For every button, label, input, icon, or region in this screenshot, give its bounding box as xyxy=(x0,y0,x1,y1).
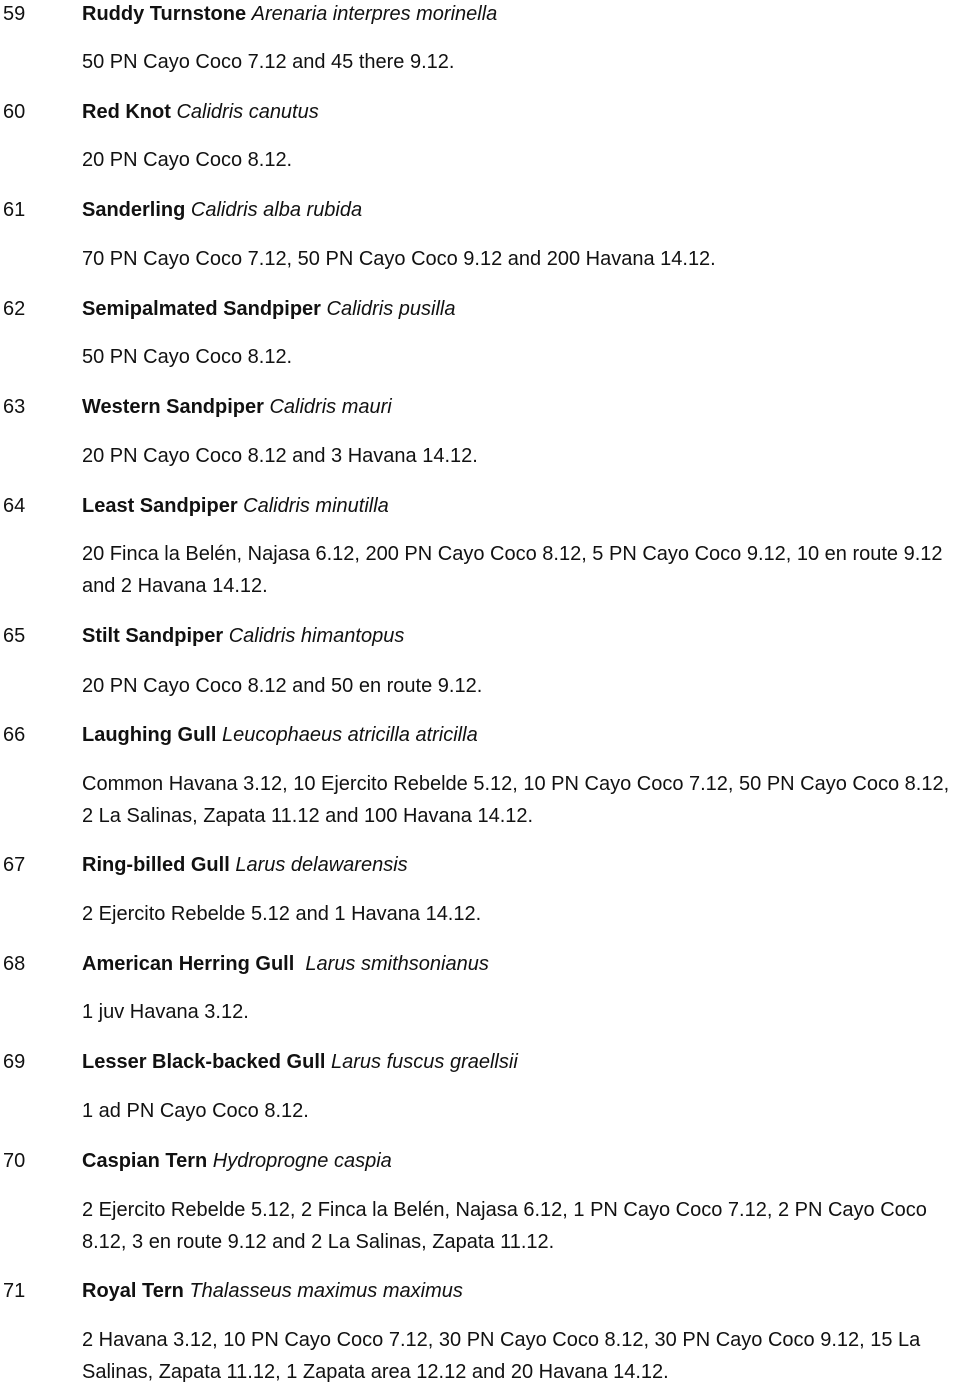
entry-number: 68 xyxy=(3,953,26,975)
scientific-name: Larus delawarensis xyxy=(235,854,408,876)
species-name-line xyxy=(82,96,319,128)
observation-text: 70 PN Cayo Coco 7.12, 50 PN Cayo Coco 9.12 and 200 Havana 14.12. xyxy=(82,248,716,270)
scientific-name: Arenaria interpres morinella xyxy=(251,3,498,25)
common-name: Sanderling xyxy=(82,199,186,221)
species-name-line xyxy=(82,948,489,980)
scientific-name: Calidris himantopus xyxy=(228,625,405,647)
scientific-name: Hydroprogne caspia xyxy=(212,1150,392,1172)
scientific-name: Calidris alba rubida xyxy=(190,199,363,221)
entry-number: 70 xyxy=(3,1150,26,1172)
scientific-name: Larus fuscus graellsii xyxy=(331,1051,518,1073)
common-name: Western Sandpiper xyxy=(82,396,264,418)
species-name-line xyxy=(82,293,455,325)
scientific-name: Thalasseus maximus maximus xyxy=(189,1280,463,1302)
scientific-name: Calidris mauri xyxy=(269,396,392,418)
scientific-name: Larus smithsonianus xyxy=(305,953,489,975)
species-name-line xyxy=(82,620,404,652)
species-name-line xyxy=(82,490,389,522)
scientific-name: Leucophaeus atricilla atricilla xyxy=(222,724,478,746)
species-name-line xyxy=(82,1046,518,1078)
common-name: Royal Tern xyxy=(82,1280,184,1302)
observation-text: 20 PN Cayo Coco 8.12 and 50 en route 9.12. xyxy=(82,675,483,697)
entry-number: 60 xyxy=(3,101,26,123)
observation-text: 20 PN Cayo Coco 8.12 and 3 Havana 14.12. xyxy=(82,445,478,467)
species-name-line xyxy=(82,391,392,423)
species-name-line xyxy=(82,194,362,226)
species-name-line xyxy=(82,1145,392,1177)
entry-number: 61 xyxy=(3,199,26,221)
scientific-name: Calidris canutus xyxy=(176,101,319,123)
common-name: Least Sandpiper xyxy=(82,495,238,517)
species-name-line xyxy=(82,0,497,30)
scientific-name: Calidris pusilla xyxy=(326,298,456,320)
entry-number: 65 xyxy=(3,625,26,647)
common-name: Laughing Gull xyxy=(82,724,217,746)
entry-number: 66 xyxy=(3,724,26,746)
entry-number: 64 xyxy=(3,495,26,517)
species-name-line xyxy=(82,1275,463,1307)
observation-text: 1 juv Havana 3.12. xyxy=(82,1001,249,1023)
common-name: American Herring Gull xyxy=(82,953,295,975)
common-name: Ring-billed Gull xyxy=(82,854,230,876)
entry-number: 71 xyxy=(3,1280,26,1302)
species-name-line xyxy=(82,849,408,881)
observation-text: 50 PN Cayo Coco 7.12 and 45 there 9.12. xyxy=(82,51,455,73)
scientific-name: Calidris minutilla xyxy=(243,495,389,517)
observation-text: 50 PN Cayo Coco 8.12. xyxy=(82,346,293,368)
entry-number: 67 xyxy=(3,854,26,876)
observation-text: 20 PN Cayo Coco 8.12. xyxy=(82,149,293,171)
common-name: Red Knot xyxy=(82,101,171,123)
entry-number: 63 xyxy=(3,396,26,418)
observation-text: Common Havana 3.12, 10 Ejercito Rebelde 5.12, 10 PN Cayo Coco 7.12, 50 PN Cayo Coco 8.12, 2 La Salinas, Zapata 11.12 and 100 Havana 14.12. xyxy=(82,773,950,827)
common-name: Semipalmated Sandpiper xyxy=(82,298,321,320)
entry-number: 69 xyxy=(3,1051,26,1073)
observation-text: 1 ad PN Cayo Coco 8.12. xyxy=(82,1100,309,1122)
observation-text: 2 Ejercito Rebelde 5.12, 2 Finca la Belén, Najasa 6.12, 1 PN Cayo Coco 7.12, 2 PN Cayo Coco 8.12, 3 en route 9.12 and 2 La Salinas, Zapata 11.12. xyxy=(82,1199,927,1253)
common-name: Ruddy Turnstone xyxy=(82,3,247,25)
common-name: Caspian Tern xyxy=(82,1150,208,1172)
species-name-line xyxy=(82,719,478,751)
common-name: Lesser Black-backed Gull xyxy=(82,1051,326,1073)
entry-number: 62 xyxy=(3,298,26,320)
entry-number: 59 xyxy=(3,3,26,25)
observation-text: 2 Havana 3.12, 10 PN Cayo Coco 7.12, 30 PN Cayo Coco 8.12, 30 PN Cayo Coco 9.12, 15 La Salinas, Zapata 11.12, 1 Zapata area 12.12 and 20 Havana 14.12. xyxy=(82,1329,921,1383)
observation-text: 20 Finca la Belén, Najasa 6.12, 200 PN Cayo Coco 8.12, 5 PN Cayo Coco 9.12, 10 en route 9.12 and 2 Havana 14.12. xyxy=(82,543,943,597)
common-name: Stilt Sandpiper xyxy=(82,625,224,647)
observation-text: 2 Ejercito Rebelde 5.12 and 1 Havana 14.12. xyxy=(82,903,482,925)
